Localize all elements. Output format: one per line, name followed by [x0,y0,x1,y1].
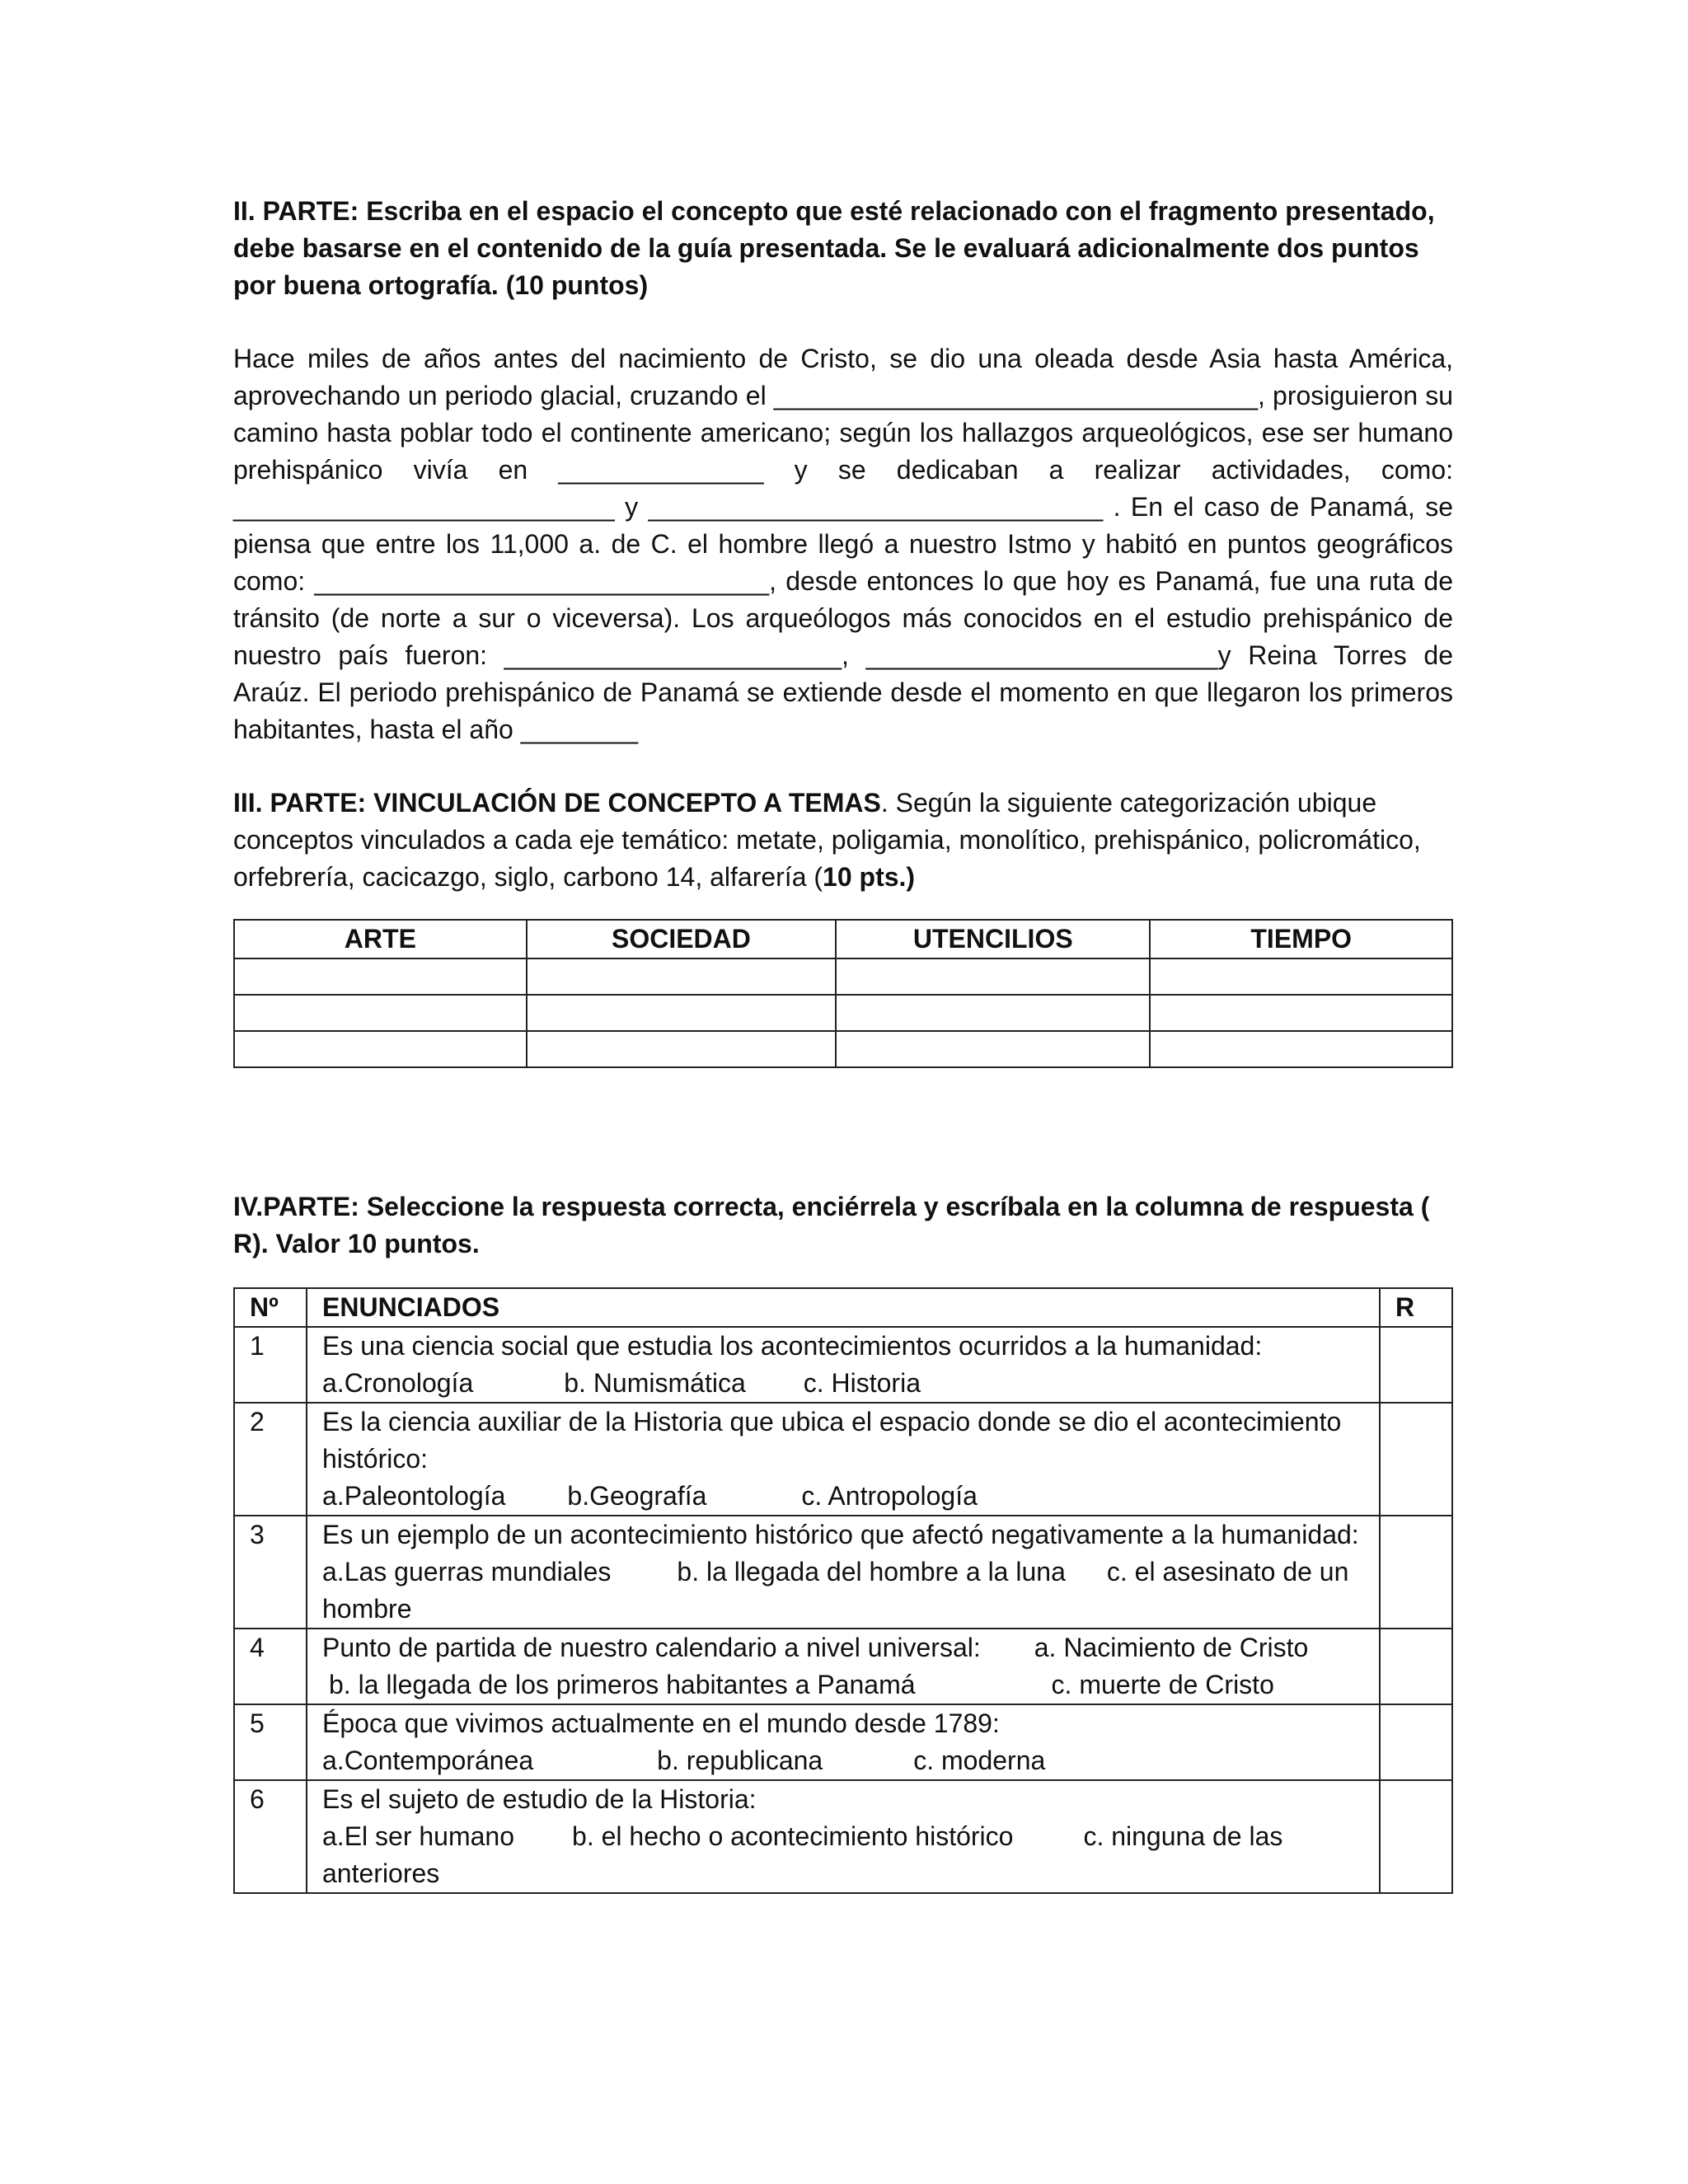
question-row [234,1704,1452,1780]
column-tiempo: TIEMPO [1150,920,1452,958]
question-text: Punto de partida de nuestro calendario a nivel universal: [322,1633,981,1662]
option-b[interactable]: b. republicana [657,1746,823,1775]
question-row [234,1629,1452,1704]
part2-paragraph: Hace miles de años antes del nacimiento de Cristo, se dio una oleada desde Asia hasta América, aprovechando un periodo glacial, cruzando el _________________________________, prosiguieron su camino hasta poblar todo el continente americano; según los hallazgos arqueológicos, ese ser humano prehispánico vivía en ______________ y se dedicaban a realizar actividades, como: __________________________ y _______________________________ . En el caso de Panamá, se piensa que entre los 11,000 a. de C. el hombre llegó a nuestro Istmo y habitó en puntos geográficos como: _______________________________, desde entonces lo que hoy es Panamá, fue una ruta de tránsito (de norte a sur o viceversa). Los arqueólogos más conocidos en el estudio prehispánico de nuestro país fueron: _______________________, ________________________y Reina Torres de Araúz. El periodo prehispánico de Panamá se extiende desde el momento en que llegaron los primeros habitantes, hasta el año ________ [233,344,1453,744]
header-number: Nº [234,1288,307,1327]
question-number: 2 [234,1403,307,1516]
category-row[interactable] [234,995,1452,1031]
question-options [322,1554,1366,1628]
part3-section [233,785,1453,1068]
answer-cell[interactable] [836,995,1150,1031]
option-c[interactable]: c. Historia [803,1368,921,1398]
question-row [234,1403,1452,1516]
question-row [234,1780,1452,1893]
option-a[interactable]: a.Contemporánea [322,1746,534,1775]
question-statement [307,1327,1380,1403]
question-statement [307,1704,1380,1780]
option-c[interactable]: c. muerte de Cristo [1051,1670,1274,1699]
option-a[interactable]: a. Nacimiento de Cristo [1034,1633,1309,1662]
header-answer: R [1380,1288,1452,1327]
questions-header-row [234,1288,1452,1327]
question-number: 6 [234,1780,307,1893]
column-arte: ARTE [234,920,527,958]
answer-cell[interactable] [1380,1704,1452,1780]
question-number: 1 [234,1327,307,1403]
option-c[interactable]: c. moderna [913,1746,1046,1775]
question-options [322,1478,1366,1515]
column-sociedad: SOCIEDAD [527,920,836,958]
category-row[interactable] [234,958,1452,995]
answer-cell[interactable] [1150,995,1452,1031]
worksheet-page [233,193,1453,1894]
question-text: Es la ciencia auxiliar de la Historia que ubica el espacio donde se dio el acontecimiento histórico: [322,1407,1342,1474]
option-b[interactable]: b. la llegada de los primeros habitantes a Panamá [329,1670,916,1699]
question-number: 3 [234,1516,307,1629]
answer-cell[interactable] [527,995,836,1031]
column-utencilios: UTENCILIOS [836,920,1150,958]
option-a[interactable]: a.Cronología [322,1368,474,1398]
category-table [233,919,1453,1068]
answer-cell[interactable] [527,1031,836,1067]
part3-points: 10 pts.) [823,862,916,892]
option-a[interactable]: a.Las guerras mundiales [322,1557,612,1586]
question-statement [307,1629,1380,1704]
question-text: Es una ciencia social que estudia los acontecimientos ocurridos a la humanidad: [322,1331,1263,1361]
answer-cell[interactable] [836,958,1150,995]
option-b[interactable]: b. Numismática [564,1368,746,1398]
question-statement [307,1403,1380,1516]
category-row[interactable] [234,1031,1452,1067]
option-c[interactable]: c. Antropología [801,1481,978,1511]
answer-cell[interactable] [1150,958,1452,995]
option-b[interactable]: b.Geografía [567,1481,707,1511]
answer-cell[interactable] [234,958,527,995]
answer-cell[interactable] [1380,1629,1452,1704]
option-c[interactable]: c. ninguna de las anteriores [322,1821,1283,1888]
answer-cell[interactable] [234,1031,527,1067]
answer-cell[interactable] [1150,1031,1452,1067]
option-c[interactable]: c. el asesinato de un hombre [322,1557,1349,1624]
answer-cell[interactable] [1380,1780,1452,1893]
question-number: 4 [234,1629,307,1704]
question-options [322,1818,1366,1892]
question-text: Es el sujeto de estudio de la Historia: [322,1784,757,1814]
question-row [234,1516,1452,1629]
question-row [234,1327,1452,1403]
questions-table [233,1287,1453,1894]
question-options [322,1365,1366,1402]
answer-cell[interactable] [234,995,527,1031]
answer-cell[interactable] [1380,1327,1452,1403]
part3-heading [233,785,1453,896]
question-line-1 [322,1629,1366,1666]
question-text: Es un ejemplo de un acontecimiento histórico que afectó negativamente a la humanidad: [322,1520,1359,1549]
option-b[interactable]: b. el hecho o acontecimiento histórico [572,1821,1014,1851]
part4-section [233,1188,1453,1894]
question-statement [307,1516,1380,1629]
part3-heading-title: III. PARTE: VINCULACIÓN DE CONCEPTO A TEMAS [233,788,881,818]
question-number: 5 [234,1704,307,1780]
part4-heading: IV.PARTE: Seleccione la respuesta correcta, enciérrela y escríbala en la columna de respuesta ( R). Valor 10 puntos. [233,1192,1430,1258]
part3-heading-text: . Según la siguiente categorización ubique conceptos vinculados a cada eje temático: metate, poligamia, monolítico, prehispánico, policromático, orfebrería, cacicazgo, siglo, carbono 14, alfarería ( [233,788,1421,892]
question-line-2 [322,1666,1366,1704]
question-statement [307,1780,1380,1893]
answer-cell[interactable] [836,1031,1150,1067]
question-text: Época que vivimos actualmente en el mundo desde 1789: [322,1708,1000,1738]
answer-cell[interactable] [527,958,836,995]
header-statements: ENUNCIADOS [307,1288,1380,1327]
option-b[interactable]: b. la llegada del hombre a la luna [677,1557,1066,1586]
answer-cell[interactable] [1380,1403,1452,1516]
category-header-row [234,920,1452,958]
answer-cell[interactable] [1380,1516,1452,1629]
question-options [322,1742,1366,1779]
option-a[interactable]: a.Paleontología [322,1481,506,1511]
option-a[interactable]: a.El ser humano [322,1821,515,1851]
part2-heading: II. PARTE: Escriba en el espacio el concepto que esté relacionado con el fragmento presentado, debe basarse en el contenido de la guía presentada. Se le evaluará adicionalmente dos puntos por buena ortografía. (10 puntos) [233,196,1435,300]
